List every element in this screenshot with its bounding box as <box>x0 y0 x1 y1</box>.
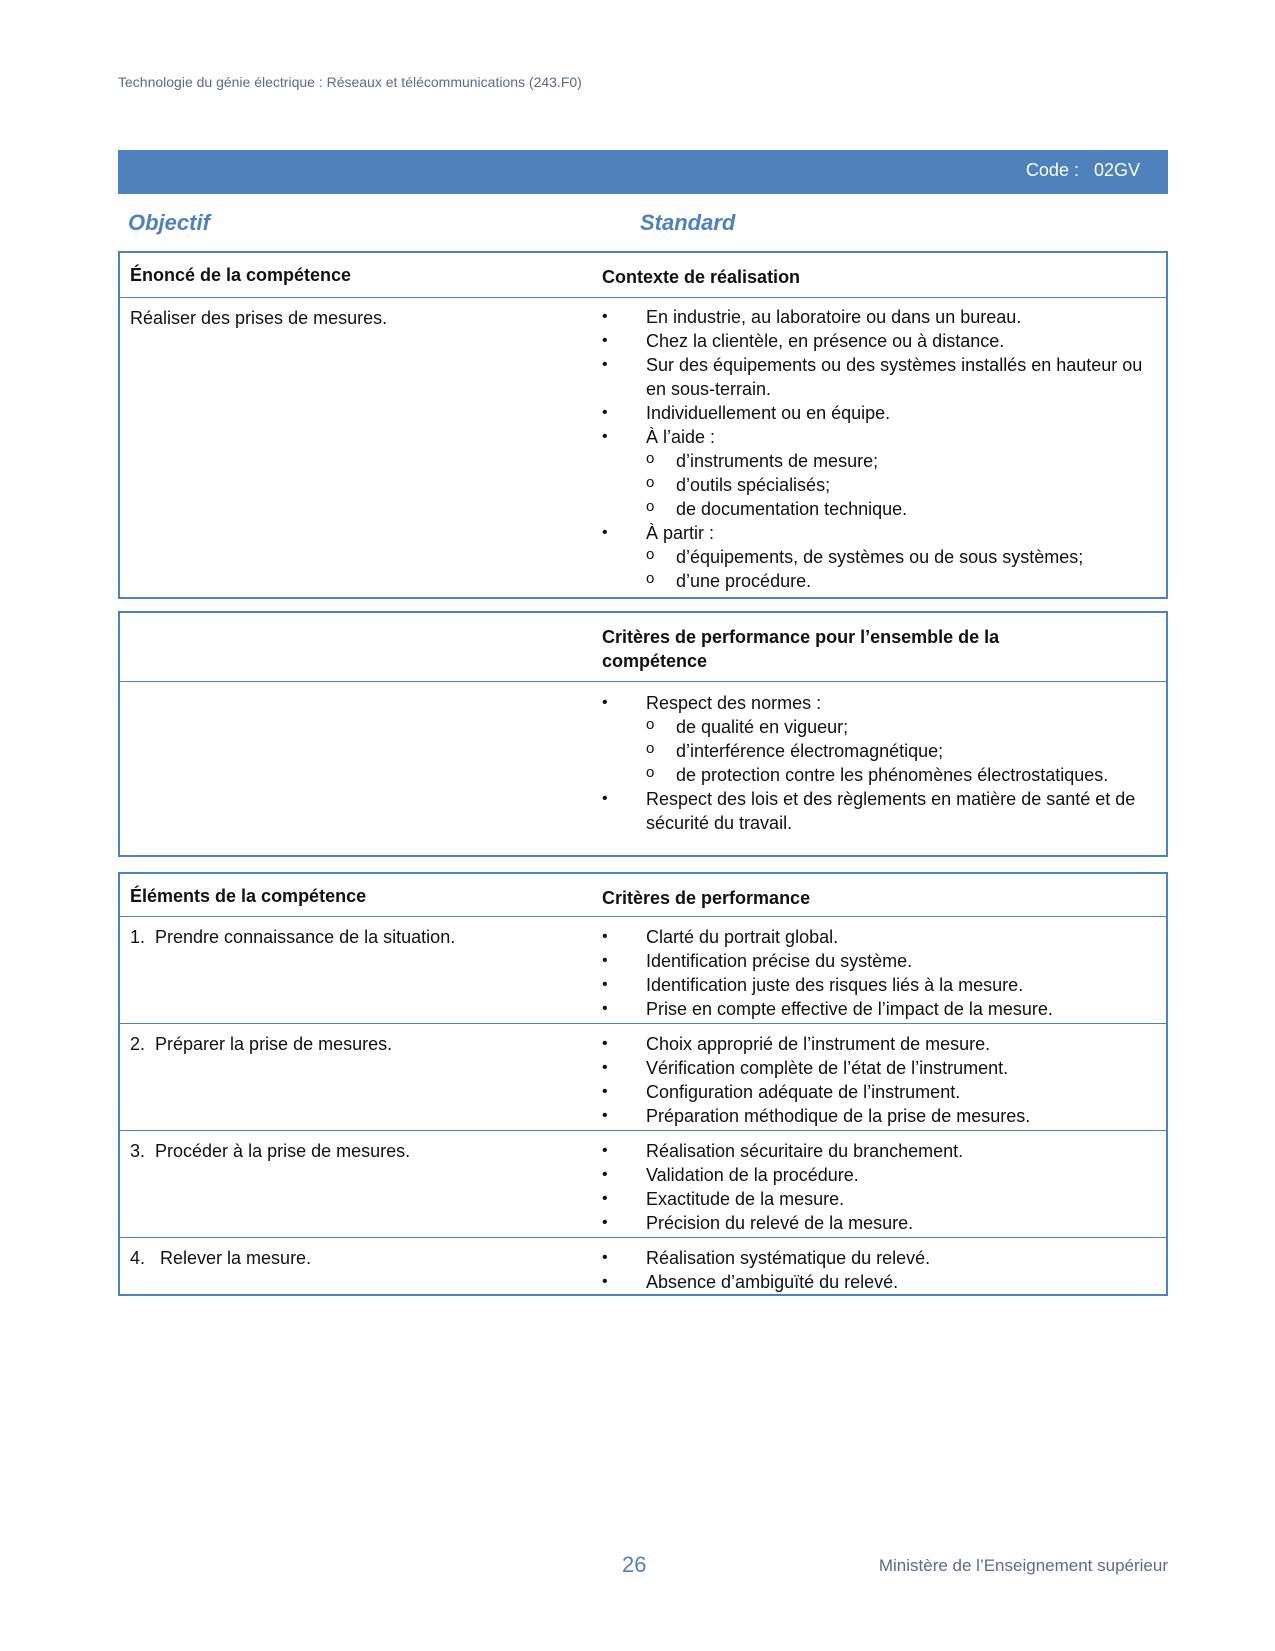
sublist-item: o de qualité en vigueur; <box>646 715 1162 739</box>
contexte-header: Contexte de réalisation <box>602 267 801 287</box>
element-label: 1. Prendre connaissance de la situation. <box>130 927 456 947</box>
standard-title: Standard <box>640 210 736 235</box>
list-item: • Individuellement ou en équipe. <box>602 401 1162 425</box>
list-item: • Réalisation systématique du relevé. <box>602 1246 1162 1270</box>
sublist-item: o d’interférence électromagnétique; <box>646 739 1162 763</box>
table-row <box>120 1024 1166 1131</box>
list-item: • Chez la clientèle, en présence ou à distance. <box>602 329 1162 353</box>
criteria-list <box>602 925 1162 1021</box>
sublist-item: o d’équipements, de systèmes ou de sous systèmes; <box>646 545 1162 569</box>
normes-sublist <box>646 715 1162 787</box>
partir-label: À partir : <box>646 523 715 543</box>
criteria-list <box>602 1139 1162 1235</box>
criteres-header: Critères de performance <box>602 888 811 908</box>
sublist-item: o d’outils spécialisés; <box>646 473 1162 497</box>
ministry-footer: Ministère de l’Enseignement supérieur <box>878 1556 1168 1575</box>
criteres-ensemble-header: Critères de performance pour l’ensemble de la compétence <box>602 627 1000 671</box>
list-item <box>602 425 1162 521</box>
context-list <box>602 305 1162 593</box>
box2-header-row <box>120 613 1166 682</box>
list-item <box>602 691 1162 787</box>
sublist-item: o d’instruments de mesure; <box>646 449 1162 473</box>
elements-header: Éléments de la compétence <box>130 886 367 906</box>
code-band <box>118 150 1168 194</box>
competence-context-box <box>118 251 1168 599</box>
page-number: 26 <box>622 1552 647 1577</box>
box1-header-row <box>120 253 1166 298</box>
sublist-item: o de documentation technique. <box>646 497 1162 521</box>
table-row <box>120 1238 1166 1296</box>
overall-criteria-list <box>602 691 1162 835</box>
list-item: • Préparation méthodique de la prise de mesures. <box>602 1104 1162 1128</box>
element-label: 4. Relever la mesure. <box>130 1248 312 1268</box>
list-item: • Vérification complète de l’état de l’instrument. <box>602 1056 1162 1080</box>
list-item: • Réalisation sécuritaire du branchement. <box>602 1139 1162 1163</box>
objectif-title: Objectif <box>128 210 210 235</box>
list-item: • Clarté du portrait global. <box>602 925 1162 949</box>
partir-sublist <box>646 545 1162 593</box>
elements-criteria-box <box>118 872 1168 1296</box>
list-item: • Choix approprié de l’instrument de mesure. <box>602 1032 1162 1056</box>
criteria-list <box>602 1032 1162 1128</box>
aide-sublist <box>646 449 1162 521</box>
competence-code: Code : 02GV <box>1025 160 1140 180</box>
element-label: 2. Préparer la prise de mesures. <box>130 1034 393 1054</box>
list-item: • Sur des équipements ou des systèmes installés en hauteur ou en sous-terrain. <box>602 353 1162 401</box>
list-item: • Identification précise du système. <box>602 949 1162 973</box>
list-item <box>602 521 1162 593</box>
list-item: • Absence d’ambiguïté du relevé. <box>602 1270 1162 1294</box>
criteria-list <box>602 1246 1162 1294</box>
table-row <box>120 1131 1166 1238</box>
list-item: • Identification juste des risques liés à la mesure. <box>602 973 1162 997</box>
list-item: • Précision du relevé de la mesure. <box>602 1211 1162 1235</box>
table-row <box>120 917 1166 1024</box>
list-item: • En industrie, au laboratoire ou dans un bureau. <box>602 305 1162 329</box>
list-item: • Validation de la procédure. <box>602 1163 1162 1187</box>
list-item: • Prise en compte effective de l’impact de la mesure. <box>602 997 1162 1021</box>
sublist-item: o d’une procédure. <box>646 569 1162 593</box>
sublist-item: o de protection contre les phénomènes électrostatiques. <box>646 763 1162 787</box>
normes-label: Respect des normes : <box>646 693 822 713</box>
competence-statement: Réaliser des prises de mesures. <box>130 308 388 328</box>
overall-criteria-box <box>118 611 1168 857</box>
list-item: • Respect des lois et des règlements en matière de santé et de sécurité du travail. <box>602 787 1162 835</box>
element-label: 3. Procéder à la prise de mesures. <box>130 1141 411 1161</box>
list-item: • Exactitude de la mesure. <box>602 1187 1162 1211</box>
column-titles <box>118 210 1168 240</box>
box3-header-row <box>120 874 1166 917</box>
program-header: Technologie du génie électrique : Réseaux et télécommunications (243.F0) <box>118 74 582 90</box>
enonce-header: Énoncé de la compétence <box>130 265 352 285</box>
aide-label: À l’aide : <box>646 427 716 447</box>
list-item: • Configuration adéquate de l’instrument. <box>602 1080 1162 1104</box>
